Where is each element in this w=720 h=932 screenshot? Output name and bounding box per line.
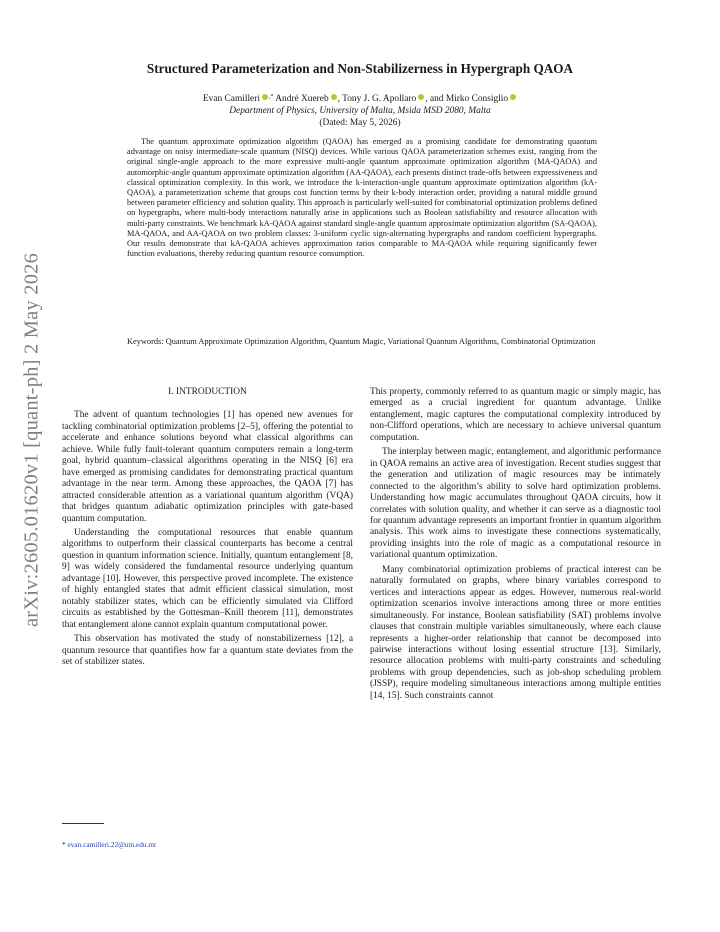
author-name: Evan Camilleri [202, 94, 260, 104]
orcid-icon[interactable] [262, 94, 268, 100]
paragraph: This property, commonly referred to as quantum magic or simply magic, has emerged as a crucial ingredient for quantum advantage. Unlike entanglement, magic captures the computational complexity introduced by non-Clifford operations, which are necessary to achieve universal quantum computation. [370, 387, 661, 443]
paragraph: Understanding the computational resources that enable quantum algorithms to outperform their classical counterparts has become a central question in quantum information science. Initially, quantum entanglement [8, 9] was widely considered the fundamental resource underlying quantum advantage [10]. However, this perspective proved incomplete. The existence of highly entangled states that admit efficient classical simulation, most notably stabilizer states, which can be efficiently simulated via Clifford circuits as established by the Gottesman–Knill theorem [11], demonstrates that entanglement alone cannot explain quantum computational power. [62, 527, 353, 630]
abstract: The quantum approximate optimization algorithm (QAOA) has emerged as a promising candidate for demonstrating quantum advantage on noisy intermediate-scale quantum (NISQ) devices. While various QAOA parameterization schemes exist, ranging from the original single-angle approach to the more expressive multi-angle quantum approximate optimization algorithm (MA-QAOA) and automorphic-angle quantum approximate optimization algorithm (AA-QAOA), each presents distinct trade-offs between expressiveness and classical optimization complexity. In this work, we introduce the k-interaction-angle quantum approximate optimization algorithm (kA-QAOA), a parameterization scheme that groups cost function terms by their k-body interaction order, providing a natural middle ground between parameter efficiency and solution quality. This approach is particularly well-suited for combinatorial optimization problems defined on hypergraphs, where multi-body interactions naturally arise in applications such as Boolean satisfiability and resource allocation with multi-party constraints. We benchmark kA-QAOA against standard single-angle quantum approximate optimization algorithm (SA-QAOA), MA-QAOA, and AA-QAOA on two problem classes: 3-uniform cyclic sign-alternating hypergraphs and random coefficient hypergraphs. Our results demonstrate that kA-QAOA achieves approximation ratios comparable to MA-QAOA while requiring significantly fewer function evaluations, thereby reducing quantum resource consumption. [127, 137, 597, 259]
affiliation: Department of Physics, University of Malta, Msida MSD 2080, Malta [229, 106, 491, 116]
author-block [60, 91, 660, 129]
paragraph: Many combinatorial optimization problems of practical interest can be naturally formulated on graphs, where binary variables correspond to vertices and interactions appear as edges. However, numerous real-world optimization scenarios involve interactions among three or more entities simultaneously. For instance, Boolean satisfiability (SAT) problems involve clauses that constrain multiple variables simultaneously, where each clause represents a higher-order relationship that cannot be decomposed into pairwise interactions without losing essential structure [13]. Similarly, resource allocation problems with multi-party constraints and scheduling problems with group dependencies, such as job-shop scheduling problem (JSSP), require modeling simultaneous interactions among multiple entities [14, 15]. Such constraints cannot [370, 564, 661, 701]
author-name: Tony J. G. Apollaro [342, 94, 417, 104]
email-link[interactable]: evan.camilleri.22@um.edu.mt [67, 840, 157, 849]
orcid-icon[interactable] [331, 94, 337, 100]
corresponding-mark: ,* [268, 94, 274, 100]
footnote-mark: * [62, 840, 66, 849]
author-line [60, 91, 660, 105]
footnote-divider [62, 823, 104, 824]
arxiv-identifier: arXiv:2605.01620v1 [quant-ph] 2 May 2026 [20, 252, 43, 628]
section-heading: I. INTRODUCTION [168, 387, 247, 397]
paragraph: This observation has motivated the study of nonstabilizerness [12], a quantum resource that quantifies how far a quantum state deviates from the set of stabilizer states. [62, 634, 353, 667]
author-separator: , [337, 94, 340, 104]
right-column [370, 387, 661, 705]
keywords: Keywords: Quantum Approximate Optimization Algorithm, Quantum Magic, Variational Quantum Algorithms, Combinatorial Optimization [127, 337, 596, 346]
orcid-icon[interactable] [418, 94, 424, 100]
date-line: (Dated: May 5, 2026) [319, 118, 401, 128]
author-name: , and Mirko Consiglio [425, 94, 509, 104]
paragraph: The interplay between magic, entanglement, and algorithmic performance in QAOA remains an active area of investigation. Recent studies suggest that the generation and utilization of magic resources may be intimately connected to the algorithm’s ability to solve hard optimization problems. Understanding how magic accumulates throughout QAOA circuits, how it correlates with solution quality, and whether it can serve as a diagnostic tool for quantum advantage represents an important frontier in quantum algorithm analysis. This work aims to investigate these connections systematically, providing insights into the role of magic as a computational resource in variational quantum optimization. [370, 447, 661, 561]
left-column [62, 387, 353, 671]
arxiv-identifier-stamp [14, 250, 50, 630]
orcid-icon[interactable] [510, 94, 516, 100]
paper-title: Structured Parameterization and Non-Stabilizerness in Hypergraph QAOA [146, 61, 574, 76]
paragraph: The advent of quantum technologies [1] has opened new avenues for tackling combinatorial optimization problems [2–5], offering the potential to accelerate and enhance solutions beyond what classical algorithms can achieve. While fully fault-tolerant quantum computers remain a long-term goal, hybrid quantum–classical algorithms operating in the NISQ [6] era have emerged as promising candidates for demonstrating practical quantum advantage in the near term. Among these approaches, the QAOA [7] has attracted considerable attention as a variational quantum algorithm (VQA) that bridges quantum adiabatic optimization principles with gate-based quantum computation. [62, 410, 353, 524]
author-name: André Xuereb [275, 94, 329, 104]
footnote [62, 840, 156, 849]
